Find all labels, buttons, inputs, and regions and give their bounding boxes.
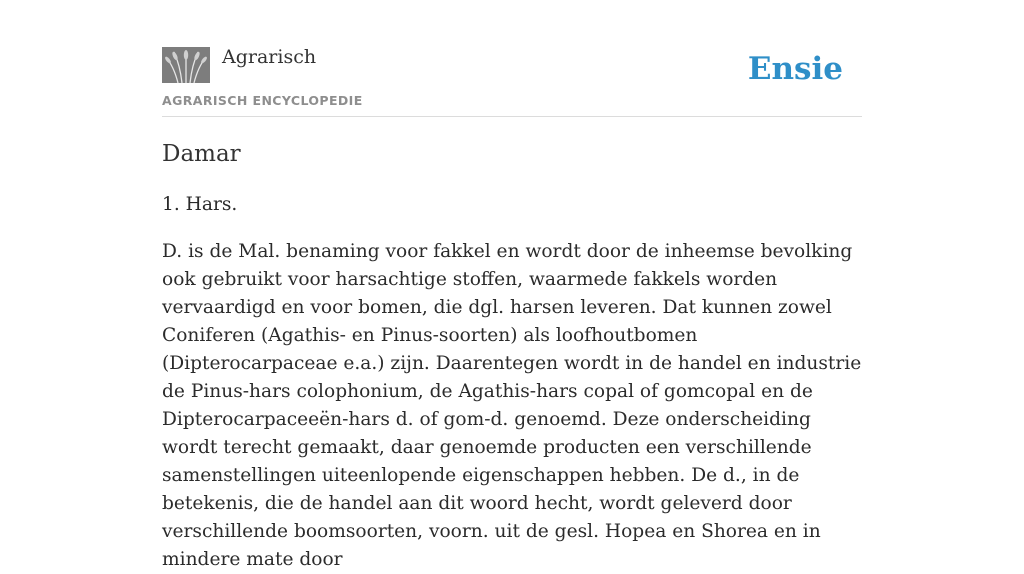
- article: [162, 136, 862, 574]
- article-paragraph: 1. Hars.: [162, 194, 238, 215]
- article-paragraph: D. is de Mal. benaming voor fakkel en wordt door de inheemse bevolking ook gebruikt voor harsachtige stoffen, waarmede fakkels worden vervaardigd en voor bomen, die dgl. harsen leveren. Dat kunnen zowel Coniferen (Agathis- en Pinus-soorten) als loofhoutbomen (Dipterocarpaceae e.a.) zijn. Daarentegen wordt in de handel en industrie de Pinus-hars colophonium, de Agathis-hars copal of gomcopal en de Dipterocarpaceeën-hars d. of gom-d. genoemd. Deze onderscheiding wordt terecht gemaakt, daar genoemde producten een verschillende samenstellingen uiteenlopende eigenschappen hebben. De d., in de betekenis, die de handel aan dit woord hecht, wordt geleverd door verschillende boomsoorten, voorn. uit de gesl. Hopea en Shorea en in mindere mate door: [162, 241, 862, 570]
- source-subtitle: AGRARISCH ENCYCLOPEDIE: [162, 93, 363, 108]
- site-header: [162, 45, 862, 117]
- wheat-logo-icon[interactable]: [162, 47, 210, 83]
- source-name[interactable]: Agrarisch: [222, 46, 317, 68]
- article-title: Damar: [162, 141, 241, 167]
- ensie-brand-logo[interactable]: Ensie: [747, 51, 843, 87]
